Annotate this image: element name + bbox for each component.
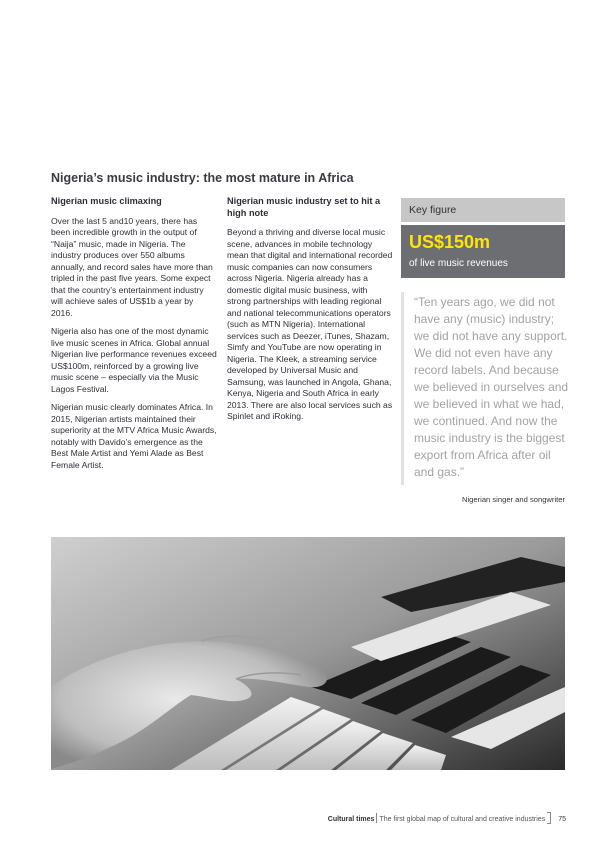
piano-photo bbox=[51, 537, 565, 770]
footer bbox=[300, 812, 566, 824]
section-title: Nigeria’s music industry: the most mature in Africa bbox=[51, 171, 354, 185]
piano-photo-icon bbox=[51, 537, 565, 770]
footer-bracket-icon bbox=[547, 812, 551, 824]
quote-attribution: Nigerian singer and songwriter bbox=[462, 495, 565, 504]
key-figure-label: Key figure bbox=[401, 198, 565, 222]
column-1-paragraph: Nigerian music clearly dominates Africa. In 2015, Nigerian artists maintained their superiority at the MTV Africa Music Awards, notably with Davido’s emergence as the Best Male Artist and Yemi Alade as Best Female Artist. bbox=[51, 402, 217, 470]
column-1-paragraph: Nigeria also has one of the most dynamic live music scenes in Africa. Global annual Nigerian live performance revenues exceed US$100m, reinforced by a growing live music scene – especially via the Music Lagos Festival. bbox=[51, 326, 217, 394]
quote-rule bbox=[401, 292, 404, 485]
column-2 bbox=[227, 196, 393, 430]
column-1 bbox=[51, 196, 217, 478]
footer-subtitle: The first global map of cultural and creative industries bbox=[379, 816, 546, 823]
footer-divider bbox=[376, 813, 377, 823]
key-figure-caption: of live music revenues bbox=[409, 258, 508, 269]
page-number: 75 bbox=[558, 816, 566, 823]
column-1-heading: Nigerian music climaxing bbox=[51, 196, 162, 206]
footer-brand: Cultural times bbox=[327, 816, 375, 823]
column-2-heading: Nigerian music industry set to hit a high note bbox=[227, 196, 381, 218]
column-2-paragraph: Beyond a thriving and diverse local music scene, advances in mobile technology mean that digital and international recorded music companies can now consumers across Nigeria. Nigeria already has a domestic digital music business, with strong partnerships with leading regional and national telecommunications operators (such as MTN Nigeria). International services such as Deezer, iTunes, Shazam, Simfy and YouTube are now operating in Nigeria. The Kleek, a streaming service developed by Universal Music and Samsung, was launched in Angola, Ghana, Kenya, Nigeria and South Africa in early 2013. There are also local services such as Spinlet and iRoking. bbox=[227, 227, 393, 421]
pull-quote: “Ten years ago, we did not have any (music) industry; we did not have any support. We did not even have any record labels. And because we believed in ourselves and we believed in what we had, we continued. And now the music industry is the biggest export from Africa after oil and gas.” bbox=[414, 295, 569, 479]
column-1-paragraph: Over the last 5 and10 years, there has been incredible growth in the output of “Naija” music, made in Nigeria. The industry produces over 550 albums annually, and record sales have more than tripled in the past five years. Some expect that the country’s entertainment industry will achieve sales of US$1b a year by 2016. bbox=[51, 215, 213, 318]
key-figure-value: US$150m bbox=[409, 232, 491, 252]
key-figure-box bbox=[401, 225, 565, 278]
